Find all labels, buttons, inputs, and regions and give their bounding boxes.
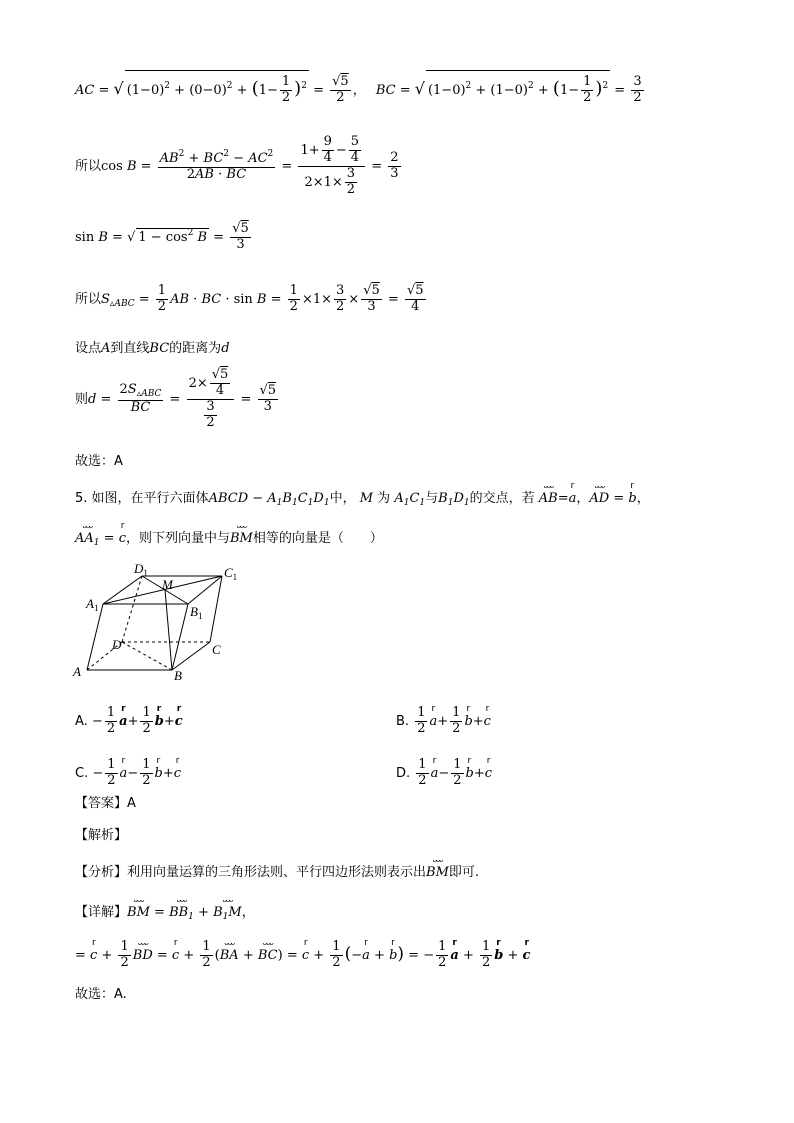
label-C1: $C_1$	[224, 565, 238, 582]
option-A-text: − $\frac{1}{2}$ a r + $\frac{1}{2}$ b r +c r	[91, 703, 183, 736]
distance-def-line: 设点A到直线BC的距离为d	[75, 341, 230, 356]
option-D[interactable]: D. $\frac{1}{2}$ a r − $\frac{1}{2}$ b r +c r	[396, 755, 493, 788]
parallelepiped-figure	[70, 562, 250, 687]
label-D1: $D_1$	[134, 562, 148, 578]
label-B: B	[174, 668, 182, 683]
distance-line: 则d = $\frac{2S_{▵ABC}}{BC}$ = 2× $\frac{√5}{4}$ $\frac{3}{2}$ = $\frac{√5}{3}$	[75, 367, 277, 430]
option-B[interactable]: B. $\frac{1}{2}$ a r + $\frac{1}{2}$ b r +c r	[396, 703, 491, 736]
ac-value: $\frac{√5}{2}$	[332, 74, 349, 105]
bc-value: $\frac{3}{2}$	[633, 74, 642, 105]
prev-answer: 故选：A	[75, 454, 123, 469]
then-label: 则	[75, 391, 89, 407]
ac-bc-line: AC = √ $(1-0)^2 + (0-0)^2 + (1-$ $\frac{1}{2}$ )$^2$ = $\frac{√5}{2}$ ， BC = √ $(1-0)^2 + (1-0)^2 + (1-$ $\frac{1}{2}$ )$^2$ = $\frac{3}{2}$	[75, 70, 646, 106]
area-value: $\frac{√5}{4}$	[406, 283, 424, 314]
cosB-value: $\frac{2}{3}$	[390, 149, 399, 181]
detail-derivation: = c r + $\frac{1}{2}$ BD ᴗᴗᴗ = c r + $\frac{1}{2}$ (BA ᴗᴗᴗ + BC ᴗᴗᴗ ) = c r + $\frac{1}{2}$ (−a r + b r ) = − $\frac{1}{2}$ a r + $\frac{1}{2}$ b r + c r	[75, 937, 531, 970]
detail-line: 【详解】BM ᴗᴗᴗ = $BB_1$ ᴗᴗᴗ + $B_1M$ ᴗᴗᴗ ，	[75, 896, 255, 922]
option-B-text: $\frac{1}{2}$ a r + $\frac{1}{2}$ b r +c r	[417, 703, 491, 736]
q5-stem-line2: $AA_1$ ᴗᴗᴗ = c r ，则下列向量中与BM ᴗᴗᴗ 相等的向量是（ ）	[75, 521, 383, 548]
sinB-line: sin B = √ $1 - \cos^2 B$ = $\frac{√5}{3}$	[75, 221, 249, 252]
so-label: 所以	[75, 158, 102, 174]
area-line: 所以$S_{▵ABC}$ = $\frac{1}{2}$ AB · BC · sin B = $\frac{1}{2}$ ×1× $\frac{3}{2}$ × $\frac{√5}{3}$ = $\frac{√5}{4}$	[75, 283, 424, 314]
label-C: C	[212, 642, 221, 657]
final-answer: 故选：A.	[75, 987, 127, 1002]
fenxi-line: 【分析】利用向量运算的三角形法则、平行四边形法则表示出BM ᴗᴗᴗ 即可.	[75, 856, 480, 880]
label-A: A	[73, 664, 81, 679]
sinB-value: $\frac{√5}{3}$	[232, 221, 249, 252]
option-D-text: $\frac{1}{2}$ a r − $\frac{1}{2}$ b r +c r	[418, 755, 493, 788]
cosB-line: 所以cos B = $\frac{AB^2 + BC^2 - AC^2}{2AB \cdot BC}$ = 1+ $\frac{9}{4}$ − $\frac{5}{4}$ 2×1× $\frac{3}{2}$ = $\frac{2}{3}$	[75, 134, 399, 197]
label-M: M	[162, 577, 173, 592]
bc-label: BC	[375, 82, 396, 98]
option-A[interactable]: A. − $\frac{1}{2}$ a r + $\frac{1}{2}$ b r +c r	[75, 703, 183, 736]
q5-stem-line1: 5. 如图，在平行六面体ABCD − $A_1B_1C_1D_1$中， M 为 $A_1C_1$与$B_1D_1$的交点，若 AB ᴗᴗᴗ =a r ，AD ᴗᴗᴗ = b r ，	[75, 481, 650, 508]
so-label-2: 所以	[75, 291, 102, 307]
ac-label: AC	[75, 82, 95, 98]
label-A1: $A_1$	[86, 596, 99, 613]
distance-value: $\frac{√5}{3}$	[259, 382, 277, 414]
analysis-tag: 【解析】	[75, 828, 128, 843]
option-C[interactable]: C. − $\frac{1}{2}$ a r − $\frac{1}{2}$ b r +c r	[75, 755, 182, 788]
label-D: D	[112, 637, 122, 652]
answer-tag: 【答案】A	[75, 796, 136, 811]
label-B1: $B_1$	[190, 604, 203, 621]
option-C-text: − $\frac{1}{2}$ a r − $\frac{1}{2}$ b r +c r	[92, 755, 182, 788]
